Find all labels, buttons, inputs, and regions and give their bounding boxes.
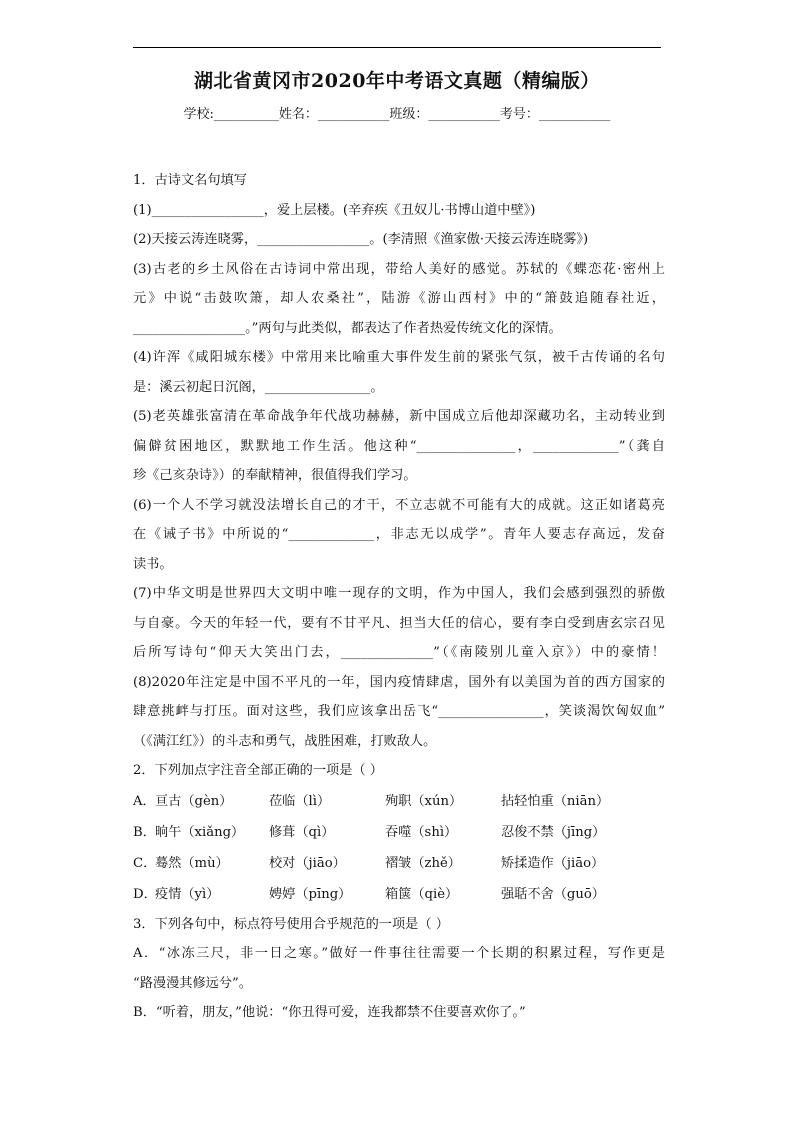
q1-line-13: 读书。 xyxy=(133,556,173,572)
q1-line-6: (4)许浑《咸阳城东楼》中常用来比喻重大事件发生前的紧张气氛，被千古传诵的名句 xyxy=(133,350,665,365)
q1-line-5: _________________。”两句与此类似，都表达了作者热爱传统文化的深情。 xyxy=(133,320,562,336)
option-item: 殉职（xún） xyxy=(385,793,463,809)
question-1-heading: 1．古诗文名句填写 xyxy=(133,173,247,188)
q1-line-3: (3)古老的乡土风俗在古诗词中常出现，带给人美好的感觉。苏轼的《蝶恋花·密州上 xyxy=(133,261,665,277)
q1-line-18: 肆意挑衅与打压。面对这些，我们应该拿出岳飞“________________，笑谈渴饮匈奴血” xyxy=(133,704,665,719)
q1-line-11: (6)一个人不学习就没法增长自己的才干，不立志就不可能有大的成就。这正如诸葛亮 xyxy=(133,497,665,513)
option-item: 蓦然（mù） xyxy=(155,855,229,871)
option-item: 莅临（lì） xyxy=(269,793,331,809)
q2-option-b xyxy=(133,817,665,848)
q1-line-12: 在《诫子书》中所说的“_____________，非志无以成学”。青年人要志存高远，发奋 xyxy=(133,527,665,542)
option-item: 箱箧（qiè） xyxy=(385,886,459,902)
q1-line-15: 与自豪。今天的年轻一代，要有不甘平凡、担当大任的信心，要有李白受到唐玄宗召见 xyxy=(133,615,665,631)
option-label: B． xyxy=(133,824,156,840)
q1-line-14: (7)中华文明是世界四大文明中唯一现存的文明，作为中国人，我们会感到强烈的骄傲 xyxy=(133,586,665,601)
q3-line-3: B．“听着，朋友，”他说：“你丑得可爱，连我都禁不住要喜欢你了。” xyxy=(133,1005,526,1020)
question-2-heading: 2．下列加点字注音全部正确的一项是（ ） xyxy=(133,763,383,778)
q1-line-4: 元》中说“击鼓吹箫，却人农桑社”，陆游《游山西村》中的“箫鼓追随春社近， xyxy=(133,291,665,306)
page-title: 湖北省黄冈市2020年中考语文真题（精编版） xyxy=(194,70,600,92)
q1-line-17: (8)2020年注定是中国不平凡的一年，国内疫情肆虐，国外有以美国为首的西方国家的 xyxy=(133,674,665,690)
q2-option-d xyxy=(133,879,665,910)
q1-line-9: 偏僻贫困地区，默默地工作生活。他这种“_______________，_____________”（龚自 xyxy=(133,438,665,454)
option-item: 晌午（xiǎng） xyxy=(155,824,245,840)
option-item: 拈轻怕重（niān） xyxy=(501,793,610,809)
q2-option-a xyxy=(133,786,665,817)
q1-line-8: (5)老英雄张富清在革命战争年代战功赫赫，新中国成立后他却深藏功名，主动转业到 xyxy=(133,409,665,424)
q3-line-2: “路漫漫其修远兮”。 xyxy=(133,975,252,991)
option-label: D． xyxy=(133,886,157,902)
q1-line-19: （《满江红》）的斗志和勇气，战胜困难，打败敌人。 xyxy=(133,733,437,749)
option-item: 疫情（yì） xyxy=(155,886,220,902)
q2-option-c xyxy=(133,848,665,879)
option-item: 吞噬（shì） xyxy=(385,824,458,840)
question-3-heading: 3．下列各句中，标点符号使用合乎规范的一项是（ ） xyxy=(133,916,449,932)
top-divider xyxy=(133,47,661,48)
exam-content xyxy=(133,166,665,1028)
q1-line-16: 后所写诗句“仰天大笑出门去，______________”（《南陵别儿童入京》）中的豪情！ xyxy=(133,645,665,660)
option-item: 亘古（gèn） xyxy=(155,793,233,809)
option-item: 矫揉造作（jiāo） xyxy=(501,855,605,871)
option-item: 校对（jiāo） xyxy=(269,855,346,871)
option-item: 娉婷（pīng） xyxy=(269,886,352,902)
option-label: A． xyxy=(133,793,156,809)
option-item: 修葺（qì） xyxy=(269,824,335,840)
q3-line-1: A．“冰冻三尺，非一日之寒。”做好一件事往往需要一个长期的积累过程，写作更是 xyxy=(133,946,665,961)
q1-line-1: (1)_________________，爱上层楼。(辛弃疾《丑奴儿·书博山道中壁》) xyxy=(133,202,536,218)
student-info-line: 学校:__________姓名：___________班级：___________考号：___________ xyxy=(183,107,611,122)
option-item: 褶皱（zhě） xyxy=(385,855,461,871)
q1-line-2: (2)天接云涛连晓雾，_________________。(李清照《渔家傲·天接云涛连晓雾》) xyxy=(133,232,589,247)
option-item: 忍俊不禁（jīng） xyxy=(501,824,606,840)
q1-line-7: 是：溪云初起日沉阁，________________。 xyxy=(133,379,384,395)
option-item: 强聒不舍（guō） xyxy=(501,886,605,902)
q1-line-10: 珍《己亥杂诗》）的奉献精神，很值得我们学习。 xyxy=(133,468,417,483)
option-label: C． xyxy=(133,855,157,871)
